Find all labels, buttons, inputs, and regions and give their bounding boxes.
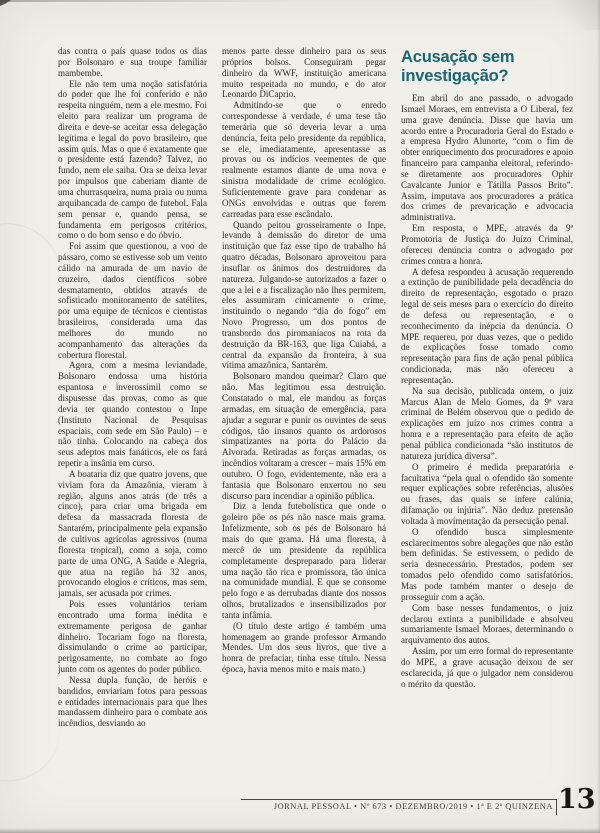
paragraph: A boataria diz que quatro jovens, que viviam fora da Amazônia, vieram à região, alguns anos atrás (de três a cinco), para criar uma brigada em defesa da massacrada floresta de Santarém, principalmente pela expansão de cultivos agrícolas agressivos (numa floresta tropical), como a soja, como parte de uma ONG, A Saúde e Alegria, que atua na região há 32 anos, provocando elogios e críticos, mas sem, jamais, ser acusada por crimes.	[58, 468, 207, 599]
paragraph: Em resposta, o MPE, através da 9ª Promotoria de Justiça do Juízo Criminal, ofereceu denúncia contra o advogado por crimes contra a honra.	[401, 223, 573, 266]
paragraph: Diz a lenda futebolística que onde o goleiro põe os pés não nasce mais grama. Infelizmente, sob os pés de Bolsonaro há mais do que grama. Há uma floresta, à mercê de um presidente da república completamente despreparado para liderar uma nação tão rica e promissora, tão única na comunidade mundial. E que se consome pelo fogo e as derrubadas diante dos nossos olhos, brutalizados e insensibilizados por tanta infâmia.	[222, 501, 386, 620]
footer-rule	[241, 799, 557, 800]
paragraph: O ofendido busca simplesmente esclarecimentos sobre alegações que não estão bem definidas. Se estivessem, o pedido de seria desnecessário. Prestados, podem ser tomados pelo ofendido como satisfatórios. Mas pode também manter o desejo de prosseguir com a ação.	[401, 526, 573, 602]
column-left	[58, 46, 207, 798]
paragraph: menos parte desse dinheiro para os seus próprios bolsos. Conseguiram pegar dinheiro da WWF, instituição americana muito respeitada no mundo, e do ator Leonardo DiCaprio.	[222, 46, 386, 100]
paragraph: Nessa dupla função, de heróis e bandidos, enviariam fotos para pessoas e entidades internacionais para que lhes mandassem dinheiro para o combate aos incêndios, desviando ao	[58, 674, 207, 729]
paragraph: Com base nesses fundamentos, o juiz declarou extinta a punibilidade e absolveu sumariamente Ismael Moraes, determinando o arquivamento dos autos.	[401, 602, 573, 646]
paragraph: (O título deste artigo é também uma homenagem ao grande professor Armando Mendes. Um dos seus livros, que tive a honra de prefaciar, tinha esse título. Nessa época, havia menos mito e mais mato.)	[222, 620, 386, 675]
paragraph: Bolsonaro mandou queimar? Claro que não. Mas legitimou essa destruição. Constatado o mal, ele mandou as forças armadas, em situação de emergência, para ajudar a segurar e punir os ouvintes de seus códigos, tão insanos quanto os ardorosos simpatizantes na porta do Palácio da Alvorada. Retiradas as forças armadas, os incêndios voltaram a crescer – mais 15% em outubro. O fogo, evidentemente, não era a fantasia que Bolsonaro enxertou no seu discurso para incendiar a opinião pública.	[222, 371, 386, 501]
article-columns	[58, 46, 573, 798]
scan-top-edge-shadow	[0, 0, 300, 2]
paragraph: A defesa respondeu à acusação requerendo a extinção de punibilidade pela decadência do direito de representação, esgotado o prazo legal de seis meses para o exercício do direito de defesa ou representação, e o reconhecimento da inépcia da denúncia. O MPE requereu, por duas vezes, que o pedido de explicações fosse tomado como representação para fins de ação penal pública condicionada, mas não ofereceu a representação.	[401, 266, 573, 385]
paragraph: das contra o país quase todos os dias por Bolsonaro e sua troupe familiar mambembe.	[58, 46, 207, 78]
column-middle	[222, 46, 386, 798]
paragraph: Ele não tem uma noção satisfatória do poder que lhe foi conferido e não respeita ninguém, nem a ele mesmo. Foi eleito para realizar um programa de direita e deve-se aceitar essa delegação legítima e legal do povo brasileiro, que assim quis. Mas o que é exatamente que o presidente está fazendo? Talvez, no fundo, nem ele saiba. Ora se deixa levar por impulsos que caberiam diante de uma churrasqueira, numa praia ou numa arquibancada de campo de futebol. Fala sem pensar e, quando pensa, se fundamenta em perigosos critérios, como o do bom senso e do óbvio.	[58, 78, 207, 241]
paragraph: Agora, com a mesma leviandade, Bolsonaro endossa uma história espantosa e inverossímil como se dispusesse das provas, como as que devia ter quando contestou o Inpe (Instituto Nacional de Pesquisas espaciais, com sede em São Paulo) – e não tinha. Colocando na cabeça dos seus adeptos mais fanáticos, ele os fará repetir a insânia em curso.	[58, 360, 207, 469]
page-corner-fold	[546, 0, 600, 30]
column-right	[401, 46, 573, 798]
paragraph: Na sua decisão, publicada ontem, o juiz Marcus Alan de Melo Gomes, da 9ª vara criminal de Belém observou que o pedido de explicações em juízo nos crimes contra a honra e a representação para efeito de ação penal pública condicionada “são institutos de natureza jurídica diversa”.	[401, 385, 573, 461]
paragraph: Admitindo-se que o enredo correspondesse à verdade, é uma tese tão temerária que só deveria levar a uma denúncia, feita pelo presidente da república, se ele, imediatamente, apresentasse as provas ou os indícios veementes de que realmente estamos diante de uma nova e sinistra modalidade de crime ecológico. Suficientemente grave para condenar as ONGs envolvidas e outras que forem carreadas para esse escândalo.	[222, 100, 386, 219]
page-number: 13	[558, 784, 596, 815]
footer-rule-tick	[556, 799, 557, 815]
paragraph: Assim, por um erro formal do representante do MPE, a grave acusação deixou de ser esclarecida, já que o julgador nem considerou o mérito da questão.	[401, 646, 573, 689]
footer-imprint: JORNAL PESSOAL • Nº 673 • DEZEMBRO/2019 • 1ª E 2ª QUINZENA	[273, 802, 553, 811]
article-headline: Acusação sem investigação?	[401, 48, 515, 85]
paragraph: Pois esses voluntários teriam encontrado uma forma inédita e extremamente perigosa de ganhar dinheiro. Tocariam fogo na floresta, dissimulando o crime ao participar, perigosamente, no combate ao fogo junto com os agentes do poder público.	[58, 599, 207, 675]
paragraph: O primeiro é medida preparatória e facultativa “pela qual o ofendido tão somente requer explicações sobre referências, alusões ou frases, das quais se infere calúnia, difamação ou injúria”. Não deduz pretensão voltada à movimentação da persecução penal.	[401, 461, 573, 526]
paragraph: Quando peitou grosseiramente o Inpe, levando à demissão do diretor de uma instituição que faz esse tipo de trabalho há quatro décadas, Bolsonaro aproveitou para insuflar os ânimos dos destruidores da natureza. Julgando-se autorizados a fazer o que a lei e a fiscalização não lhes permitem, eles assumiram cinicamente o crime, instituindo o negando “dia do fogo” em Novo Progresso, um dos pontos de transbordo dos piromaníacos na rota da destruição da BR-163, que liga Cuiabá, a central da expansão da fronteira, à sua vítima amazônica, Santarém.	[222, 219, 386, 371]
scan-bottom-edge-shadow	[0, 828, 600, 833]
paragraph: Foi assim que questionou, a voo de pássaro, como se estivesse sob um vento cálido na amurada de um navio de cruzeiro, dados científicos sobre desmatamento, obtidos através de sofisticado monitoramento de satélites, por uma equipe de técnicos e cientistas brasileiros, considerada uma das melhores do mundo no acompanhamento das alterações da cobertura florestal.	[58, 241, 207, 360]
paragraph: Em abril do ano passado, o advogado Ismael Moraes, em entrevista a O Liberal, fez uma grave denúncia. Disse que havia um acordo entre a Procuradoria Geral do Estado e a empresa Hydro Alunorte, “com o fim de obter enriquecimento dos procuradores e apoio financeiro para campanha eleitoral, referindo-se diretamente aos procuradores Ophir Cavalcante Junior e Tátilla Passos Brito”. Assim, imputava aos procuradores a prática dos crimes de prevaricação e advocacia administrativa.	[401, 93, 573, 223]
